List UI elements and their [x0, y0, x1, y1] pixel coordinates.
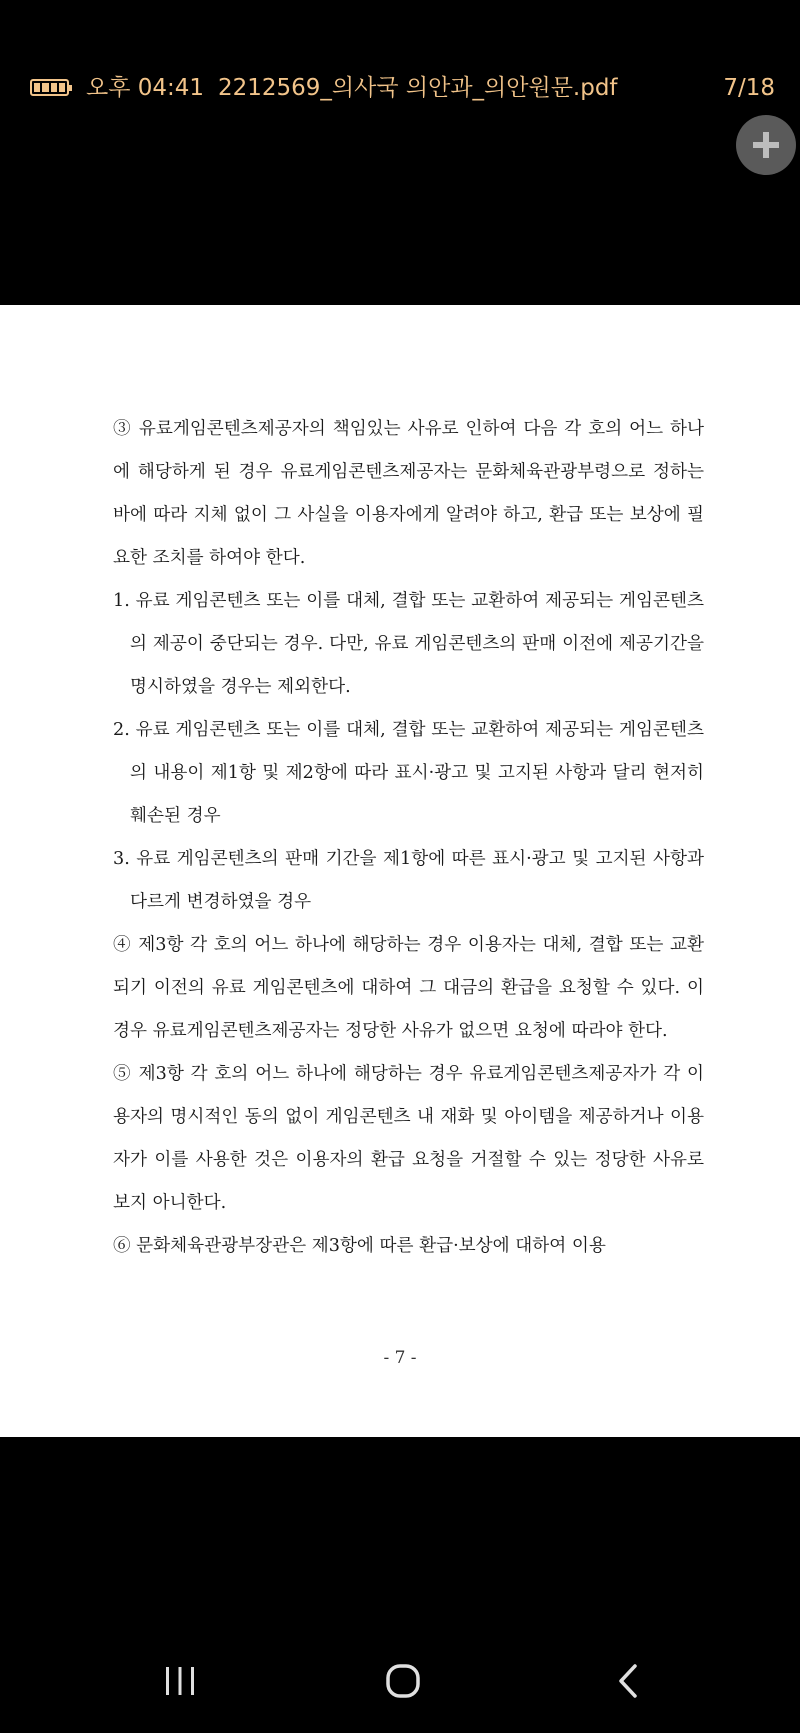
paragraph-3: ③ 유료게임콘텐츠제공자의 책임있는 사유로 인하여 다음 각 호의 어느 하나에 해당하게 된 경우 유료게임콘텐츠제공자는 문화체육관광부령으로 정하는 바에 따라 지체 없이 그 사실을 이용자에게 알려야 하고, 환급 또는 보상에 필요한 조치를 하여야 한다. [113, 419, 704, 568]
paragraph-6: ⑥ 문화체육관광부장관은 제3항에 따른 환급·보상에 대하여 이용 [113, 1236, 606, 1256]
list-item-1: 1. 유료 게임콘텐츠 또는 이를 대체, 결합 또는 교환하여 제공되는 게임콘텐츠의 제공이 중단되는 경우. 다만, 유료 게임콘텐츠의 판매 이전에 제공기간을 명시하였을 경우는 제외한다. [113, 591, 704, 697]
recents-button[interactable] [150, 1659, 210, 1703]
home-icon [385, 1663, 421, 1699]
list-item-2: 2. 유료 게임콘텐츠 또는 이를 대체, 결합 또는 교환하여 제공되는 게임콘텐츠의 내용이 제1항 및 제2항에 따라 표시·광고 및 고지된 사항과 달리 현저히 훼손된 경우 [113, 720, 704, 826]
document-body [113, 408, 704, 1268]
page-number: - 7 - [383, 1348, 417, 1368]
battery-full-icon [30, 79, 69, 96]
status-time: 오후 04:41 [86, 75, 205, 101]
page-indicator[interactable]: 7/18 [723, 75, 775, 101]
paragraph-4: ④ 제3항 각 호의 어느 하나에 해당하는 경우 이용자는 대체, 결합 또는 교환되기 이전의 유료 게임콘텐츠에 대하여 그 대금의 환급을 요청할 수 있다. 이 경우 유료게임콘텐츠제공자는 정당한 사유가 없으면 요청에 따라야 한다. [113, 935, 704, 1041]
document-file-name: 2212569_의사국 의안과_의안원문.pdf [218, 75, 618, 101]
home-button[interactable] [373, 1659, 433, 1703]
recents-icon [163, 1666, 197, 1696]
status-bar [30, 70, 775, 106]
back-button[interactable] [598, 1659, 658, 1703]
list-item-3: 3. 유료 게임콘텐츠의 판매 기간을 제1항에 따른 표시·광고 및 고지된 사항과 다르게 변경하였을 경우 [113, 849, 704, 912]
document-page [0, 305, 800, 1437]
viewer-top-bar [0, 0, 800, 305]
paragraph-5: ⑤ 제3항 각 호의 어느 하나에 해당하는 경우 유료게임콘텐츠제공자가 각 이용자의 명시적인 동의 없이 게임콘텐츠 내 재화 및 아이템을 제공하거나 이용자가 이를 사용한 것은 이용자의 환급 요청을 거절할 수 있는 정당한 사유로 보지 아니한다. [113, 1064, 704, 1213]
add-button[interactable] [736, 115, 796, 175]
back-icon [615, 1663, 641, 1699]
plus-icon [751, 130, 781, 160]
navigation-bar [0, 1437, 800, 1733]
